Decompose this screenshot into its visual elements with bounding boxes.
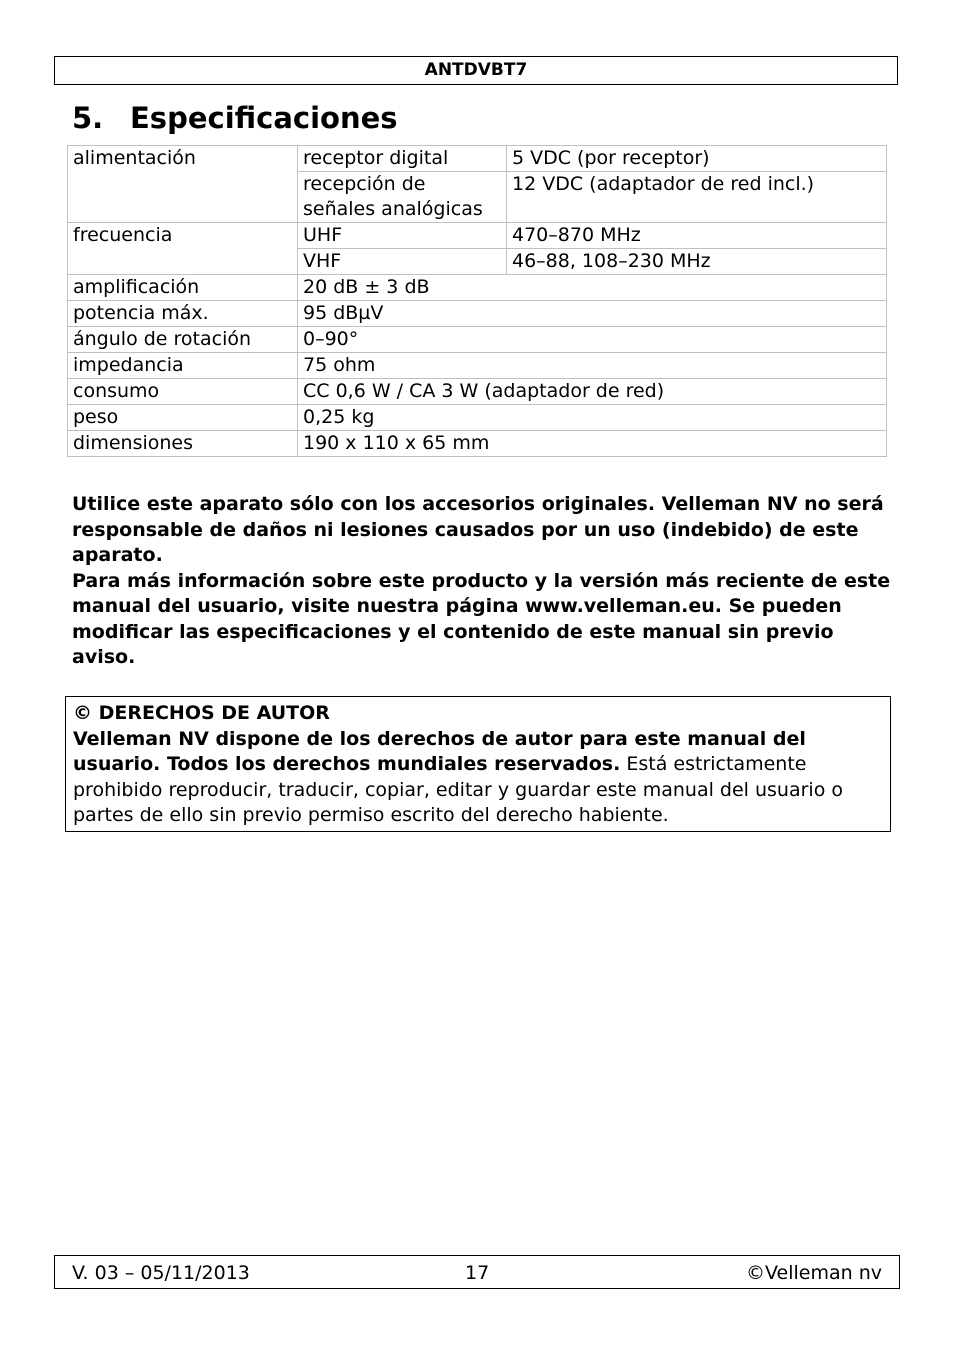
spec-label: potencia máx. [68,301,298,327]
spec-value: CC 0,6 W / CA 3 W (adaptador de red) [298,379,887,405]
spec-value: 0–90° [298,327,887,353]
spec-label: frecuencia [68,223,298,275]
footer-page-number: 17 [465,1262,490,1284]
copyright-normal-text: Está estrictamente prohibido reproducir, traducir, copiar, editar y guardar este manual del usuario o partes de ello sin previo permiso escrito del derecho habiente. [73,753,843,826]
spec-label: alimentación [68,146,298,223]
section-number: 5. [72,101,104,135]
spec-label: peso [68,405,298,431]
spec-value: 470–870 MHz [507,223,887,249]
spec-label: impedancia [68,353,298,379]
table-row [68,275,887,301]
spec-label: consumo [68,379,298,405]
table-row [68,301,887,327]
section-title [72,98,398,138]
table-row [68,353,887,379]
spec-value: 12 VDC (adaptador de red incl.) [507,172,887,223]
table-row [68,405,887,431]
spec-value: 20 dB ± 3 dB [298,275,887,301]
spec-label: ángulo de rotación [68,327,298,353]
specifications-table [67,145,887,457]
spec-sublabel: UHF [298,223,507,249]
table-row [68,379,887,405]
table-row [68,146,887,172]
spec-value: 75 ohm [298,353,887,379]
spec-value: 0,25 kg [298,405,887,431]
copyright-box [65,696,891,832]
spec-value: 5 VDC (por receptor) [507,146,887,172]
copyright-heading: © DERECHOS DE AUTOR [73,702,330,724]
spec-label: amplificación [68,275,298,301]
copyright-bold-text: Velleman NV dispone de los derechos de autor para este manual del usuario. Todos los derechos mundiales reservados. [73,727,806,775]
spec-value: 190 x 110 x 65 mm [298,431,887,457]
notice-paragraph-info: Para más información sobre este producto y la versión más reciente de este manual del usuario, visite nuestra página www.velleman.eu. Se pueden modificar las especificaciones y el contenido de este manual sin previo aviso. [72,569,891,668]
notice-paragraph-accessories: Utilice este aparato sólo con los accesorios originales. Velleman NV no será responsable de daños ni lesiones causados por un uso (indebido) de este aparato. [72,493,884,566]
spec-label: dimensiones [68,431,298,457]
table-row [68,431,887,457]
spec-value: 46–88, 108–230 MHz [507,249,887,275]
usage-notice [72,492,892,671]
header-model: ANTDVBT7 [54,56,898,85]
copyright-text [73,727,883,829]
spec-sublabel: VHF [298,249,507,275]
spec-sublabel: receptor digital [298,146,507,172]
spec-value: 95 dBµV [298,301,887,327]
footer-copyright: ©Velleman nv [746,1262,882,1284]
page-footer [54,1255,900,1289]
footer-version: V. 03 – 05/11/2013 [72,1262,250,1284]
spec-sublabel: recepción de señales analógicas [298,172,507,223]
section-title-text: Especificaciones [130,101,398,135]
table-row [68,223,887,249]
table-row [68,327,887,353]
